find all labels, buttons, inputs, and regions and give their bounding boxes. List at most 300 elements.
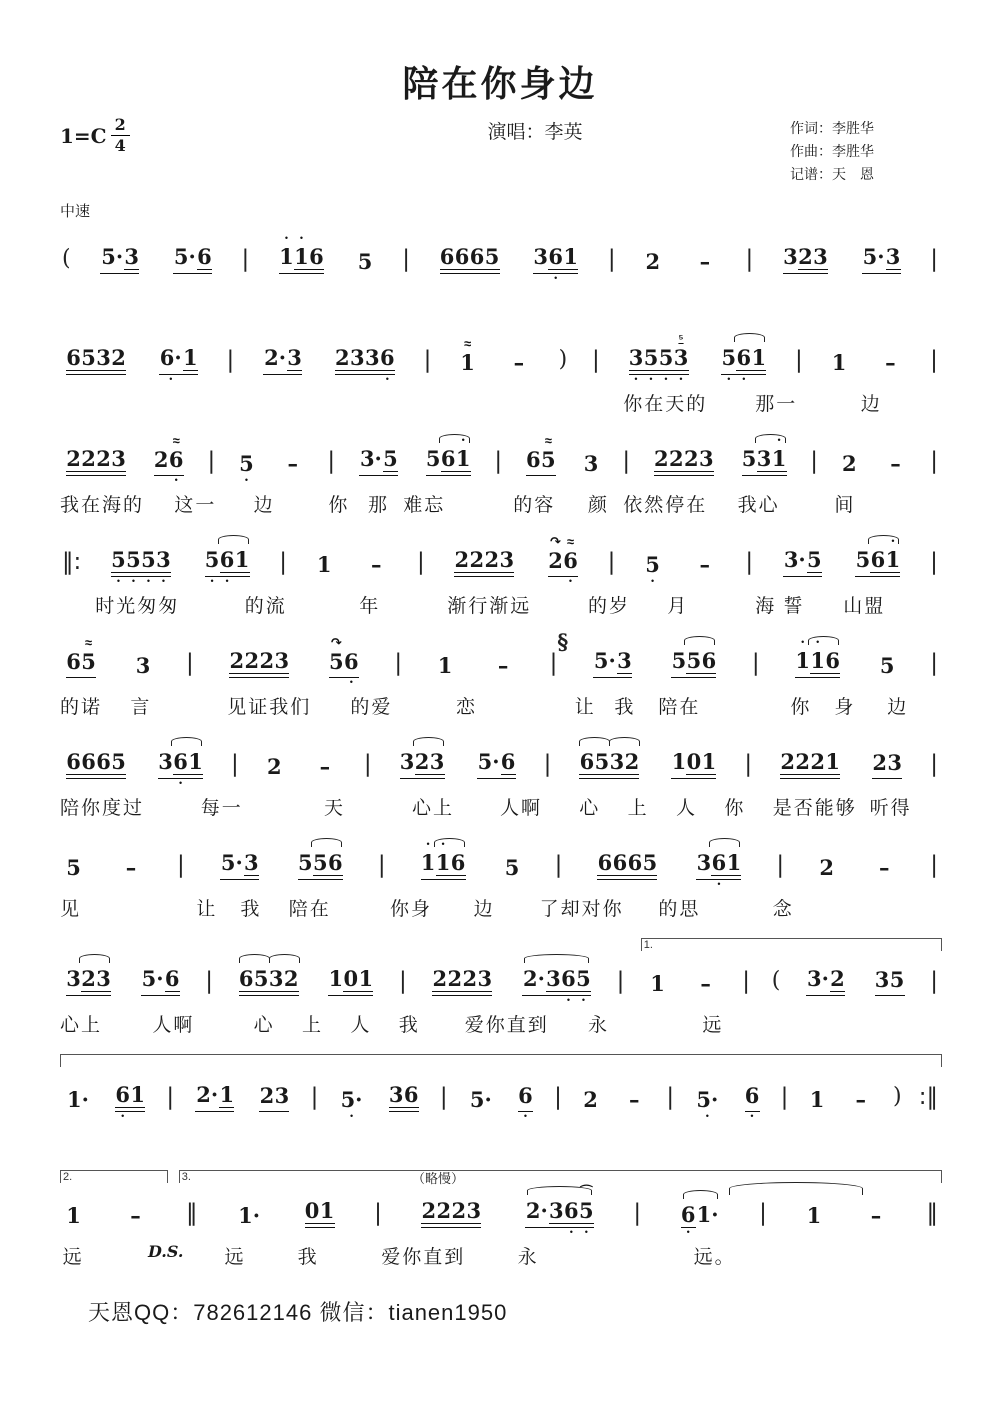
- note: 6: [469, 244, 485, 270]
- note: 6: [96, 749, 111, 775]
- note-group: [298, 837, 343, 890]
- note-group: [850, 1074, 872, 1122]
- note: 6: [309, 244, 324, 270]
- music-line-10: [60, 1170, 940, 1270]
- note: 2: [780, 749, 795, 775]
- note: 5·: [477, 749, 500, 775]
- slur-arc: [269, 954, 300, 963]
- barline: |: [377, 852, 386, 879]
- note: 3: [158, 749, 173, 775]
- lyric-syllable: 难忘: [403, 495, 446, 517]
- note: 6: [450, 850, 466, 876]
- barline: |: [177, 852, 185, 879]
- note-group: [645, 236, 660, 284]
- note: 2: [259, 648, 275, 674]
- note: 1·: [696, 1202, 719, 1228]
- lyric-syllable: 我在海的: [60, 495, 145, 517]
- note-group: [173, 231, 212, 284]
- note-group: [141, 953, 180, 1006]
- note-group: [810, 1074, 825, 1122]
- note: 6: [454, 244, 470, 270]
- note-group: 6 •: [744, 1083, 760, 1122]
- note: 3: [96, 345, 111, 371]
- lyric-syllable: 爱你直到: [464, 1015, 549, 1037]
- barline: |: [439, 1084, 448, 1111]
- lyric-syllable: 见: [60, 899, 82, 921]
- meter-numerator: 2: [111, 117, 130, 136]
- note-group: [654, 433, 714, 486]
- barline: |: [780, 1084, 789, 1111]
- note-group: [862, 231, 901, 284]
- note: 3·: [359, 446, 382, 472]
- note-group: [454, 534, 514, 587]
- note-group: [873, 842, 895, 890]
- note: 6: [597, 850, 613, 876]
- note: 6: [680, 1202, 696, 1228]
- barline: |: [744, 751, 753, 778]
- volta-bracket: [641, 938, 942, 951]
- note: 2: [645, 249, 661, 275]
- lyric-syllable: 听得: [869, 798, 912, 820]
- music-line-3: [60, 433, 940, 518]
- note: 2: [454, 547, 470, 573]
- note-group: [314, 741, 336, 789]
- lyric-syllable: 言: [130, 697, 152, 719]
- barline: |: [554, 852, 563, 879]
- note: 5: [239, 451, 254, 477]
- note-group: [66, 1074, 90, 1122]
- note: 1: [435, 850, 451, 876]
- note: 5·: [173, 244, 196, 270]
- lyric-syllable: 心上: [412, 798, 455, 820]
- note: 2: [810, 749, 825, 775]
- note: 6: [380, 345, 395, 371]
- lyric-syllable: 让: [574, 697, 596, 719]
- note: 1: [795, 648, 810, 674]
- barline: |: [416, 549, 425, 576]
- barline: |: [205, 968, 214, 995]
- music-line-6: [60, 736, 940, 821]
- lyric-syllable: 你: [790, 697, 812, 719]
- note-group: [359, 433, 398, 486]
- note: 5·: [696, 1087, 719, 1113]
- lyric-syllable: 见证我们: [227, 697, 312, 719]
- lyric-syllable: 我: [297, 1247, 319, 1269]
- lyric-syllable: 你在天的: [623, 394, 708, 416]
- note-group: [229, 635, 289, 688]
- note: 5: [81, 649, 96, 675]
- lyrics-row: [60, 692, 940, 720]
- note-group: [438, 640, 453, 688]
- note: 1: [751, 345, 767, 371]
- lyric-syllable: 依然停在: [623, 495, 708, 517]
- lyric-syllable: 颜: [588, 495, 610, 517]
- barline: |: [810, 448, 819, 475]
- note: –: [513, 350, 525, 376]
- note: 0: [304, 1198, 320, 1224]
- note: 5: [855, 547, 871, 573]
- notes-row: [60, 231, 940, 284]
- note-group: ↷ 5 6 •: [329, 635, 359, 688]
- note: 6·: [159, 345, 182, 371]
- note: 3: [549, 1198, 564, 1224]
- barline: |: [423, 347, 432, 374]
- note-group: 5 5 5 3 • • • •: [111, 547, 171, 587]
- note: 6: [344, 649, 359, 675]
- note: 2: [872, 750, 888, 776]
- barline: |: [745, 549, 754, 576]
- note: 2: [684, 446, 699, 472]
- note-group: ≈ 2 6 •: [153, 433, 184, 486]
- note: 5: [66, 855, 81, 881]
- note: 5: [383, 446, 398, 472]
- note: 5·: [101, 244, 124, 270]
- lyric-syllable: 人啊: [500, 798, 543, 820]
- note-group: [477, 736, 516, 789]
- note: 2: [96, 446, 111, 472]
- note-group: 2· 3 6 5 • •: [522, 953, 591, 1006]
- notes-row: [60, 332, 940, 385]
- note: 3: [399, 749, 415, 775]
- barline: |: [666, 1084, 675, 1111]
- lyric-syllable: 上: [302, 1015, 324, 1037]
- note: 6: [612, 850, 628, 876]
- note: 5: [643, 345, 659, 371]
- note-group: 6 •: [518, 1083, 533, 1122]
- note: 6: [197, 244, 212, 270]
- note: –: [130, 1203, 141, 1229]
- lyric-syllable: 边: [887, 697, 909, 719]
- lyric-syllable: 每一: [200, 798, 243, 820]
- note: 2: [819, 855, 834, 881]
- note: 5: [298, 850, 313, 876]
- key-signature: [60, 117, 280, 154]
- note: 3: [135, 653, 151, 679]
- barline: |: [494, 448, 503, 475]
- note: 3: [583, 451, 599, 477]
- note-group: [505, 842, 520, 890]
- note: 1: [810, 648, 825, 674]
- lyric-syllable: 的容: [513, 495, 556, 517]
- transcriber-credit: 记谱：天 恩: [790, 166, 874, 183]
- note: –: [699, 552, 710, 578]
- lyric-syllable: 远: [702, 1015, 724, 1037]
- note: –: [855, 1087, 867, 1113]
- note: 3: [874, 967, 890, 993]
- note: 2: [624, 749, 640, 775]
- note-group: [120, 842, 142, 890]
- note-group: [440, 231, 500, 284]
- volta-label: 3.: [181, 1171, 191, 1184]
- note-group: [421, 1185, 481, 1238]
- notes-row: [60, 534, 940, 587]
- note: 5: [879, 653, 895, 679]
- note: 5: [658, 345, 674, 371]
- note-group: [623, 1074, 645, 1122]
- note: 5: [806, 547, 822, 573]
- note: 2: [451, 1198, 467, 1224]
- note: 5: [686, 648, 702, 674]
- note: 3: [609, 749, 625, 775]
- note: 2: [81, 966, 96, 992]
- note-group: [263, 332, 302, 385]
- note: 2·: [525, 1198, 548, 1224]
- note: 2: [830, 966, 845, 992]
- note-group: [365, 539, 387, 587]
- lyric-syllable: 你身: [390, 899, 433, 921]
- barline: |: [745, 246, 754, 273]
- notes-row: [60, 953, 940, 1006]
- note: 3: [124, 244, 140, 270]
- note: 3: [628, 345, 644, 371]
- note-group: [583, 1074, 598, 1122]
- note: 5: [141, 547, 156, 573]
- note: –: [125, 855, 137, 881]
- lyric-syllable: 永: [588, 1015, 610, 1037]
- note: 3: [66, 966, 81, 992]
- lyrics-row: [60, 1010, 940, 1038]
- note: 6: [627, 850, 643, 876]
- note: 2: [469, 547, 485, 573]
- slur-arc: [709, 838, 740, 847]
- note: 6: [518, 1083, 533, 1109]
- note: 2: [283, 966, 299, 992]
- note: 5: [204, 547, 220, 573]
- note: 6: [579, 749, 595, 775]
- note-group: ↷ ≈ 2 6 •: [548, 534, 578, 587]
- slur-arc: [755, 434, 786, 443]
- note-group: 2 3 3 6 •: [335, 345, 395, 385]
- note: 0: [686, 749, 702, 775]
- note: 2: [841, 451, 857, 477]
- lyric-syllable: 人: [350, 1015, 372, 1037]
- barline: |: [186, 650, 194, 677]
- lyric-syllable: 时光匆匆: [95, 596, 180, 618]
- note: 2·: [196, 1082, 219, 1108]
- note-group: • • 1 1 6: [421, 837, 466, 890]
- note-group: [872, 737, 902, 789]
- barline: |: [607, 246, 616, 273]
- barline: |: [633, 1200, 642, 1227]
- note: –: [628, 1087, 640, 1113]
- note: 6: [711, 850, 727, 876]
- note: 1: [182, 345, 198, 371]
- note: 5: [594, 749, 610, 775]
- note: 6: [66, 345, 81, 371]
- note-group: [66, 332, 126, 385]
- note: 3: [111, 446, 126, 472]
- lyric-syllable: 让: [196, 899, 218, 921]
- note: 6: [168, 447, 184, 473]
- key-label: 1=C: [60, 123, 107, 148]
- note: 2: [229, 648, 245, 674]
- note: 3: [466, 1198, 482, 1224]
- music-line-8: [60, 938, 940, 1038]
- barline: |: [930, 852, 938, 879]
- note: 6: [440, 446, 456, 472]
- note-group: [694, 539, 716, 587]
- note-group: 5 •: [239, 451, 254, 486]
- note: 6: [164, 966, 180, 992]
- note: 6: [870, 547, 886, 573]
- note-group: [593, 635, 632, 688]
- note-group: [819, 842, 834, 890]
- lyrics-row: [60, 1242, 940, 1270]
- note: 1: [279, 244, 294, 270]
- barline: |: [742, 968, 751, 995]
- note-group: • 5 3 1: [742, 433, 787, 486]
- barline: ‖:: [62, 549, 82, 576]
- note-group: [879, 337, 901, 385]
- note: 3: [287, 345, 302, 371]
- note: 1: [130, 1082, 145, 1108]
- lyric-syllable: 那一: [755, 394, 798, 416]
- header-row: [60, 117, 940, 186]
- note: –: [870, 1203, 882, 1229]
- note: 1·: [238, 1203, 261, 1229]
- note: 5: [484, 244, 500, 270]
- note-group: [66, 433, 126, 486]
- barline: |: [549, 650, 558, 677]
- lyric-syllable: 陪在: [288, 899, 331, 921]
- lyric-syllable: 了却对你: [539, 899, 624, 921]
- slur-arc: [79, 954, 110, 963]
- note: 5: [329, 649, 344, 675]
- note-group: ≈ 6 5: [526, 434, 556, 486]
- note: 5: [576, 966, 591, 992]
- note: –: [700, 971, 711, 997]
- lyric-syllable: 那: [368, 495, 390, 517]
- note: 5: [721, 345, 737, 371]
- note: 1: [294, 244, 309, 270]
- note-group: 5· •: [340, 1087, 363, 1122]
- volta-bracket: [60, 1170, 168, 1183]
- barline: |: [591, 347, 600, 374]
- note: 3: [388, 1082, 404, 1108]
- lyric-syllable: 你: [328, 495, 350, 517]
- note-group: [508, 337, 530, 385]
- lyric-syllable: 我: [614, 697, 636, 719]
- lyric-syllable: 我心: [737, 495, 780, 517]
- note: 1: [219, 1082, 235, 1108]
- note: 1: [825, 749, 840, 775]
- note: 6: [66, 749, 81, 775]
- note: 1: [885, 547, 901, 573]
- note: 1: [328, 966, 344, 992]
- barline: |: [363, 751, 372, 778]
- note-group: [806, 953, 845, 1006]
- note-group: [584, 438, 599, 486]
- barline: |: [241, 246, 250, 273]
- note: 3: [274, 648, 290, 674]
- note: 3: [673, 345, 689, 371]
- barline: |: [930, 448, 938, 475]
- lyric-syllable: 渐行渐远: [447, 596, 532, 618]
- tempo-annotation: （略慢）: [412, 1171, 465, 1187]
- note-group: 5 •: [645, 552, 660, 587]
- time-signature: [111, 117, 130, 154]
- note-group: 3 6 1 •: [696, 837, 741, 890]
- note: 1: [316, 552, 332, 578]
- note: 5: [504, 855, 520, 881]
- note: 1: [671, 749, 687, 775]
- note-group: [259, 1070, 289, 1122]
- note-group: [783, 231, 828, 284]
- volta-label: 2.: [63, 1171, 73, 1184]
- note-group: • 5 6 1: [855, 534, 900, 587]
- note: 5·: [593, 648, 616, 674]
- lyric-syllable: 海 誓: [755, 596, 805, 618]
- credits-block: [790, 117, 940, 186]
- note-group: [100, 231, 139, 284]
- footer-contact: 天恩QQ：782612146 微信：tianen1950: [88, 1300, 508, 1326]
- meter-denominator: 4: [114, 136, 126, 155]
- note: 3: [156, 547, 171, 573]
- lyric-syllable: 的诺: [60, 697, 103, 719]
- note: 2: [335, 345, 350, 371]
- note: 5: [357, 249, 373, 275]
- note-group: [282, 438, 304, 486]
- barline: ): [558, 347, 568, 373]
- note: 6: [81, 749, 96, 775]
- note-group: [865, 1190, 887, 1238]
- note: 3: [429, 749, 445, 775]
- note: –: [497, 653, 509, 679]
- lyric-syllable: 永: [517, 1247, 539, 1269]
- note-group: ⌒ 2· 3 6 5 • •: [525, 1184, 594, 1238]
- note: 2: [548, 548, 563, 574]
- barline: |: [226, 347, 235, 374]
- lyrics-row: [60, 1126, 940, 1154]
- lyric-syllable: 身: [834, 697, 856, 719]
- slur-arc: [439, 434, 470, 443]
- note-group: [885, 438, 907, 486]
- lyric-syllable: 远: [62, 1247, 84, 1269]
- note: 1: [831, 350, 847, 376]
- note: 2: [484, 547, 500, 573]
- music-line-7: [60, 837, 940, 922]
- slur-arc: [527, 1186, 592, 1195]
- note: 1: [726, 850, 742, 876]
- note-group: [328, 953, 373, 1006]
- note: 2: [447, 966, 463, 992]
- barline: |: [622, 448, 631, 475]
- barline: |: [398, 968, 407, 995]
- note-group: 3 6 1 •: [533, 244, 579, 284]
- note: 3·: [783, 547, 806, 573]
- note: 5·: [141, 966, 164, 992]
- singer-credit: 演唱：李英: [487, 122, 583, 143]
- barline: |: [930, 751, 938, 778]
- note: 1: [460, 350, 475, 376]
- note: 6: [439, 244, 455, 270]
- note: 3: [350, 345, 365, 371]
- note: 5: [425, 446, 441, 472]
- lyrics-row: [60, 793, 940, 821]
- note-group: [579, 736, 639, 789]
- lyricist-credit: 作词：李胜华: [790, 120, 874, 136]
- lyric-syllable: 远: [224, 1247, 246, 1269]
- note: 3: [756, 446, 772, 472]
- note-group: [220, 837, 259, 890]
- note: 2·: [264, 345, 287, 371]
- note: 6: [736, 345, 752, 371]
- music-line-4: [60, 534, 940, 619]
- barline: |: [930, 549, 938, 576]
- slur-arc: [579, 737, 610, 746]
- note: 1: [455, 446, 471, 472]
- note: 1: [66, 1203, 81, 1229]
